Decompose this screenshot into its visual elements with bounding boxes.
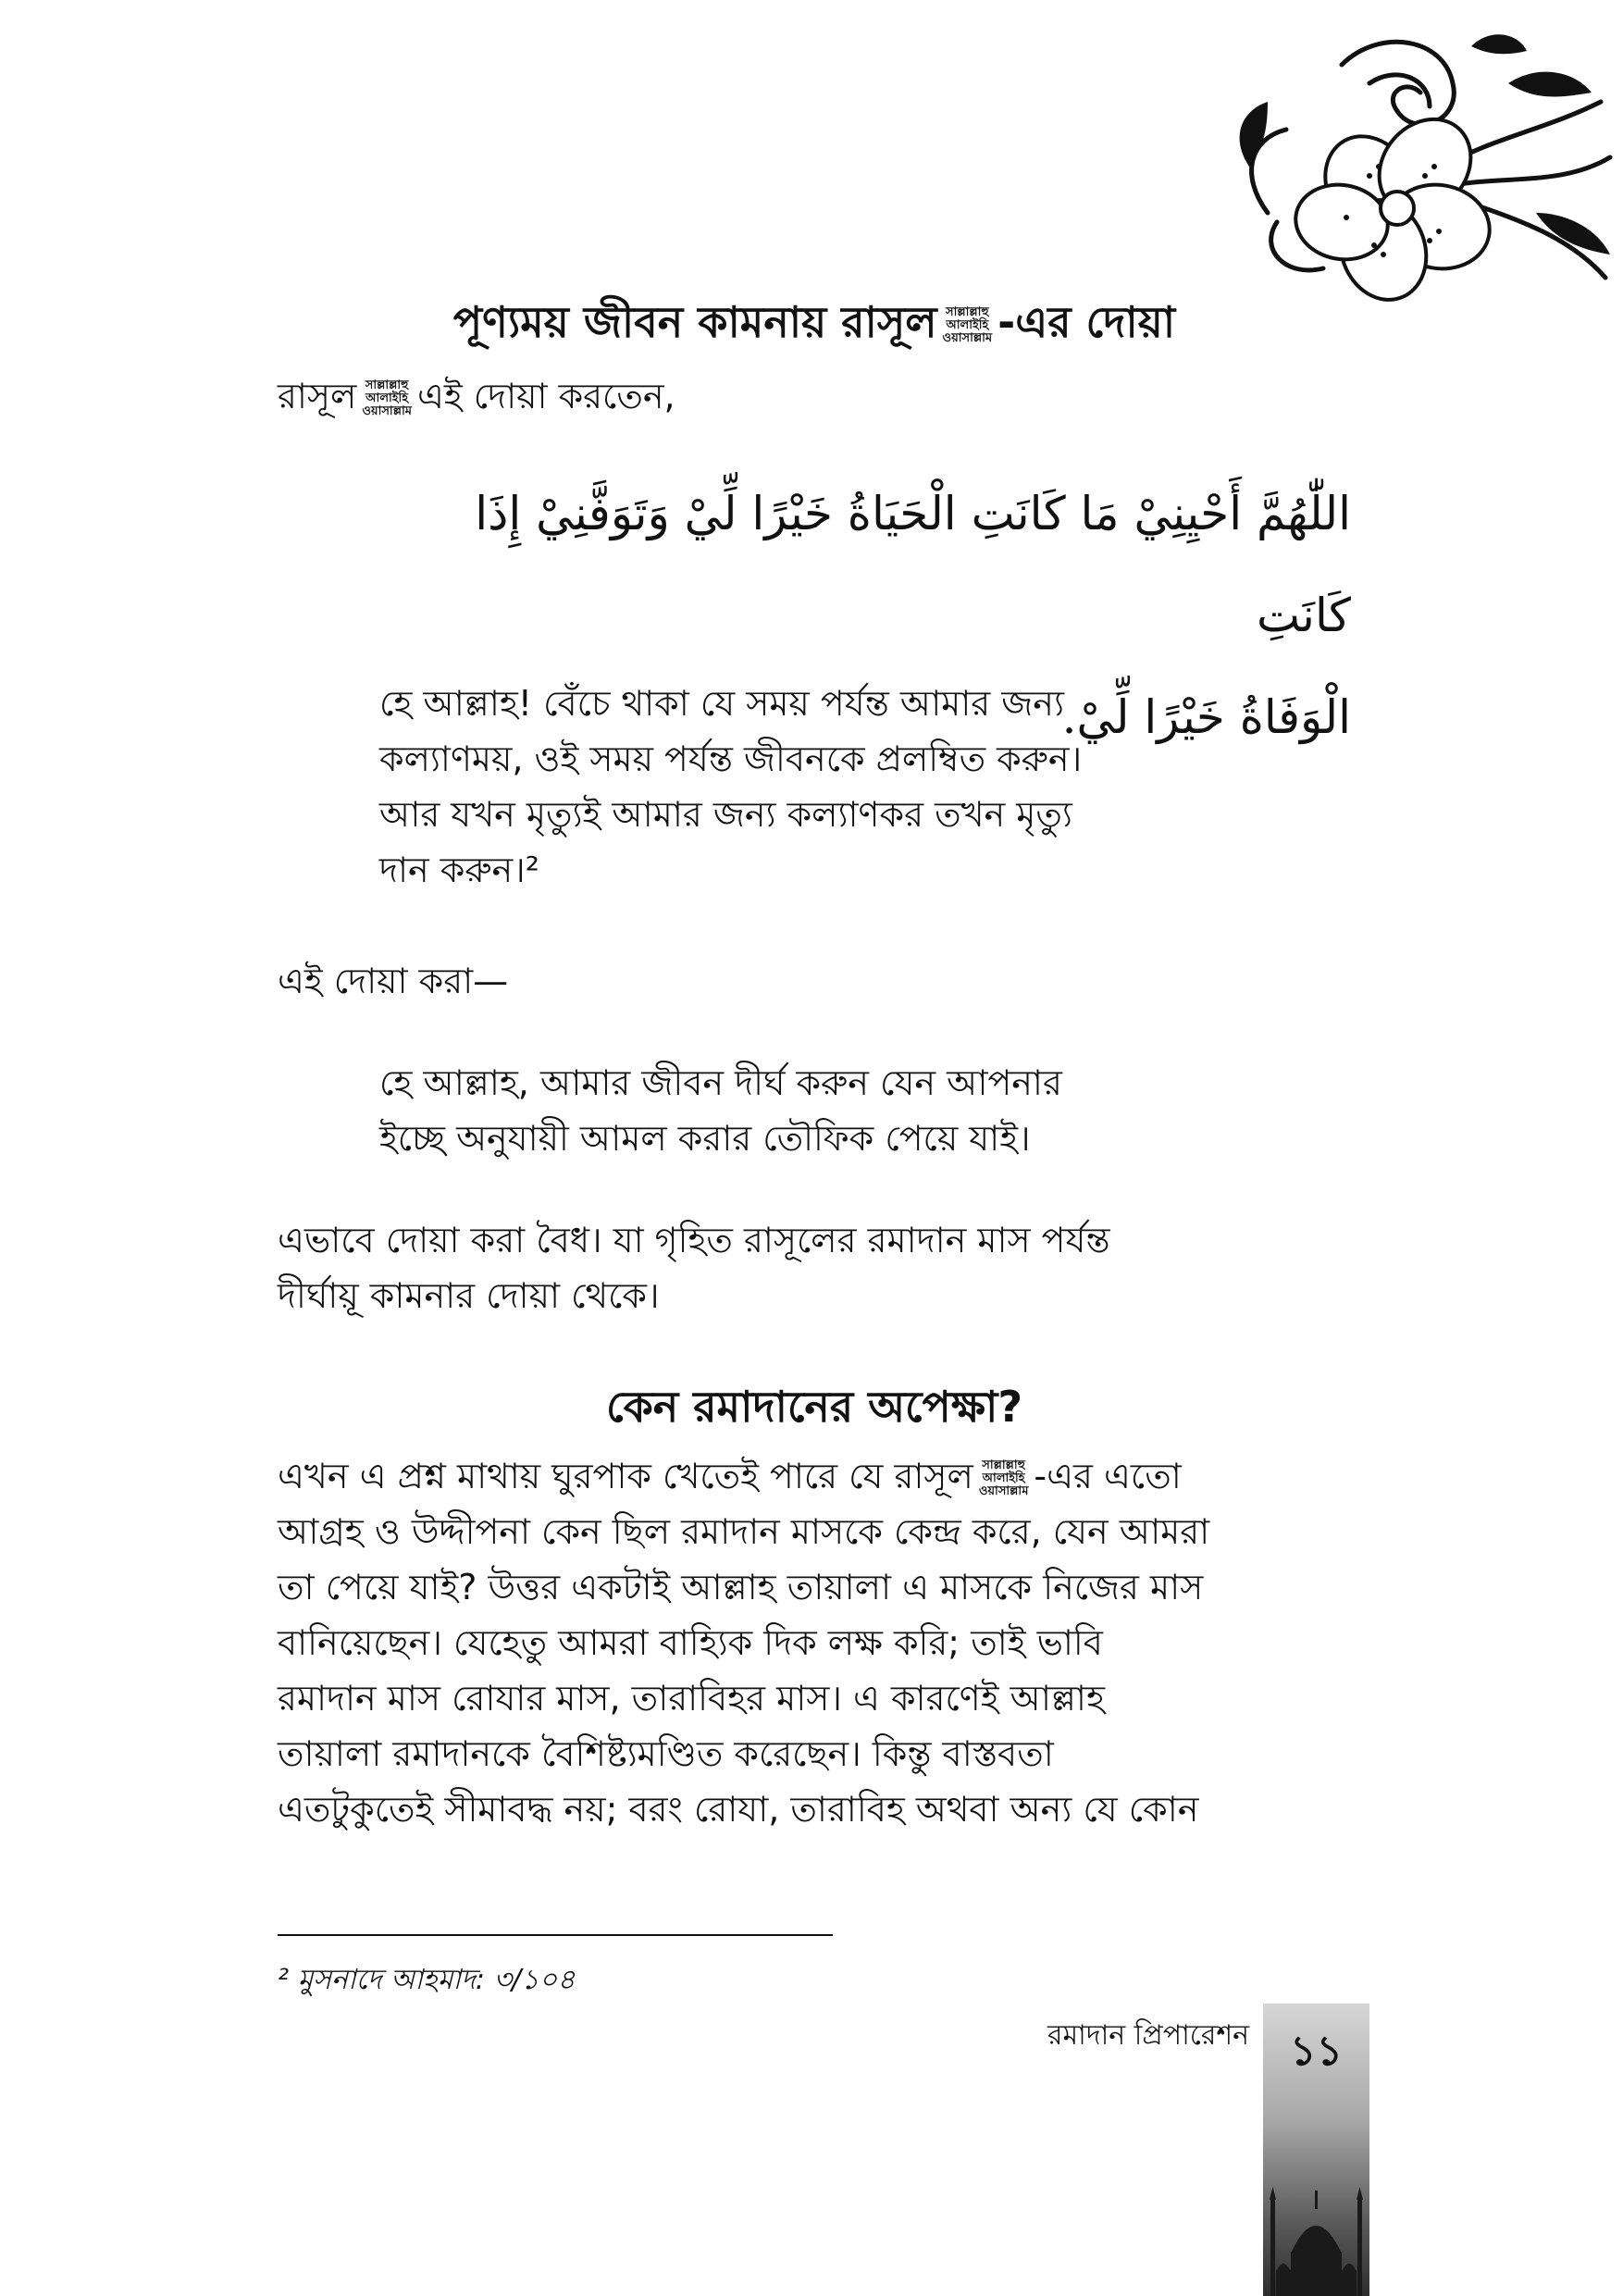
body-paragraph xyxy=(278,1448,1351,1837)
honorific: সাল্লাল্লাহু আলাইহি ওয়াসাল্লাম xyxy=(978,1458,1029,1498)
floral-ornament xyxy=(1231,28,1619,305)
translation-line: হে আল্লাহ! বেঁচে থাকা যে সময় পর্যন্ত আমার জন্য xyxy=(379,683,1064,724)
honorific: সাল্লাল্লাহু আলাইহি ওয়াসাল্লাম xyxy=(942,304,993,345)
body-line: আগ্রহ ও উদ্দীপনা কেন ছিল রমাদান মাসকে কেন্দ্র করে, যেন আমরা xyxy=(278,1511,1210,1552)
footnote-divider xyxy=(278,1934,833,1936)
body-line: তা পেয়ে যাই? উত্তর একটাই আল্লাহ তায়ালা এ মাসকে নিজের মাস xyxy=(278,1567,1204,1607)
arabic-line-2: الْوَفَاةُ خَيْرًا لِّيْ. xyxy=(1061,690,1351,744)
section2-heading: কেন রমাদানের অপেক্ষা? xyxy=(605,1382,1023,1432)
page-number: ১১ xyxy=(1289,2028,1344,2075)
page-number-tab xyxy=(1263,2004,1369,2296)
translation-block xyxy=(379,676,1235,898)
dua-quote-block xyxy=(379,1055,1235,1166)
mosque-silhouette-icon xyxy=(1263,2179,1369,2296)
this-dua-label: এই দোয়া করা— xyxy=(278,961,509,1001)
body-line: এখন এ প্রশ্ন মাথায় ঘুরপাক খেতেই পারে যে রাসূল সাল্লাল্লাহু আলাইহি ওয়াসাল্লাম -এর এতো xyxy=(278,1456,1182,1498)
quote-line: হে আল্লাহ, আমার জীবন দীর্ঘ করুন যেন আপনার xyxy=(379,1062,1062,1103)
quote-line: ইচ্ছে অনুযায়ী আমল করার তৌফিক পেয়ে যাই। xyxy=(379,1118,1031,1159)
conclusion-paragraph xyxy=(278,1212,1351,1323)
intro-line: রাসূল সাল্লাল্লাহু আলাইহি ওয়াসাল্লাম এই দোয়া করতেন, xyxy=(278,376,675,418)
conclusion-line: দীর্ঘায়ূ কামনার দোয়া থেকে। xyxy=(278,1275,660,1316)
conclusion-line: এভাবে দোয়া করা বৈধ। যা গৃহিত রাসূলের রমাদান মাস পর্যন্ত xyxy=(278,1220,1110,1260)
heading-suffix: -এর দোয়া xyxy=(997,297,1176,347)
body-line: রমাদান মাস রোযার মাস, তারাবিহর মাস। এ কারণেই আল্লাহ xyxy=(278,1678,1105,1719)
translation-line: দান করুন।² xyxy=(379,850,539,890)
body-line: এতটুকুতেই সীমাবদ্ধ নয়; বরং রোযা, তারাবিহ অথবা অন্য যে কোন xyxy=(278,1789,1199,1830)
body-line: বানিয়েছেন। যেহেতু আমরা বাহ্যিক দিক লক্ষ করি; তাই ভাবি xyxy=(278,1622,1103,1663)
book-title: রমাদান প্রিপারেশন xyxy=(1047,2019,1249,2052)
heading-text: পূণ্যময় জীবন কামনায় রাসূল xyxy=(452,297,937,347)
honorific: সাল্লাল্লাহু আলাইহি ওয়াসাল্লাম xyxy=(362,378,412,418)
section-heading xyxy=(278,294,1351,350)
footnote: ² মুসনাদে আহমাদ: ৩/১০৪ xyxy=(278,1964,576,1996)
arabic-line-1: اللّٰهُمَّ أَحْيِنِيْ مَا كَانَتِ الْحَيَاةُ خَيْرًا لِّيْ وَتَوَفَّنِيْ إِذَا كَانَتِ xyxy=(475,487,1351,642)
body-line: তায়ালা রমাদানকে বৈশিষ্ট্যমণ্ডিত করেছেন। কিন্তু বাস্তবতা xyxy=(278,1733,1054,1774)
translation-line: কল্যাণময়, ওই সময় পর্যন্ত জীবনকে প্রলম্বিত করুন। xyxy=(379,738,1083,779)
translation-line: আর যখন মৃত্যুই আমার জন্য কল্যাণকর তখন মৃত্যু xyxy=(379,794,1072,835)
